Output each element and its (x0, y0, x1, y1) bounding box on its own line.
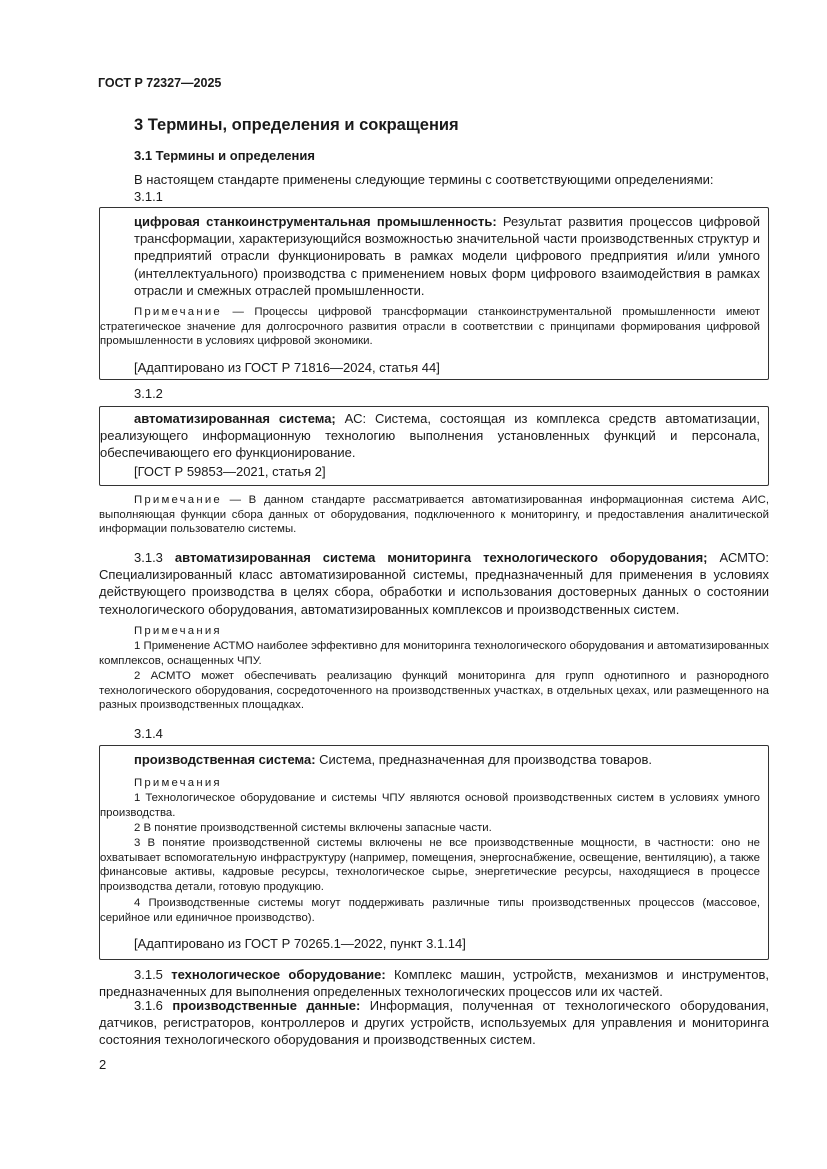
term-note-3-1-1 (100, 305, 760, 349)
term-text-3-1-3: АСМТО: Специализированный класс автоматизированной системы, предназначенный для применения в условиях действующего производства в целях сбора, обработки и использования достоверных данных о состоянии технологического оборудования, автоматизированных комплексов и производственных систем. (99, 550, 769, 617)
note-text: — В данном стандарте рассматривается автоматизированная информационная система АИС, выполняющая функции сбора данных от оборудования, подключенного к мониторингу, и предоставления аналитической информации пользователю системы. (99, 494, 769, 536)
term-definition-3-1-5 (99, 966, 769, 1000)
term-box-3-1-1 (99, 207, 769, 380)
note-3-3-1-4: 3 В понятие производственной системы включены не все производственные мощности, в частности: оно не охватывает вспомогательную инфраструктуру (например, помещения, энергоснабжение, освещение, вентиляцию), а также финансовые активы, кадровые ресурсы, технологическое сырье, энергетические ресурсы, находящиеся в процессе производства детали, готовую продукцию. (100, 837, 760, 893)
note-label: Примечание (134, 306, 222, 318)
note-4-3-1-4: 4 Производственные системы могут поддерживать различные типы производственных процессов (массовое, серийное или единичное производство). (100, 897, 760, 924)
term-definition-3-1-6 (99, 997, 769, 1049)
note-2-3-1-3: 2 АСМТО может обеспечивать реализацию функций мониторинга для групп однотипного и разнородного технологического оборудования, сосредоточенного на производственных участках, в отдельных цехах, или размещенного на разных производственных площадках. (99, 670, 769, 712)
note-1-3-1-3: 1 Применение АСТМО наиболее эффективно для мониторинга технологического оборудования и автоматизированных комплексов, оснащенных ЧПУ. (99, 640, 769, 667)
notes-label-3-1-3: Примечания (134, 625, 222, 637)
intro-text: В настоящем стандарте применены следующие термины с соответствующими определениями: (134, 172, 714, 187)
term-definition-3-1-4 (134, 751, 760, 768)
term-text-3-1-5: Комплекс машин, устройств, механизмов и инструментов, предназначенных для выполнения определенных технологических процессов или их частей. (99, 967, 769, 1000)
term-number-3-1-3: 3.1.3 (134, 550, 163, 565)
section-title: 3 Термины, определения и сокращения (134, 116, 459, 134)
term-name-3-1-2: автоматизированная система; (134, 411, 336, 426)
term-note-3-1-2 (99, 493, 769, 537)
term-number-3-1-4: 3.1.4 (134, 726, 163, 741)
document-header: ГОСТ Р 72327—2025 (98, 76, 222, 90)
term-text-3-1-1: Результат развития процессов цифровой трансформации, характеризующийся возможностью значительной части производственных структур и предприятий отрасли функционировать в рамках модели цифрового предприятия и/или умного (интеллектуального) производства с применением новых форм цифрового взаимодействия в рамках отрасли и смежных отраслей промышленности. (134, 214, 760, 298)
note-1-3-1-4: 1 Технологическое оборудование и системы ЧПУ являются основой производственных систем в условиях умного производства. (100, 792, 760, 819)
subsection-title: 3.1 Термины и определения (134, 148, 315, 163)
term-text-3-1-6: Информация, полученная от технологического оборудования, датчиков, регистраторов, контроллеров и других устройств, используемых для управления и мониторинга состояния технологического оборудования и производственных систем. (99, 998, 770, 1048)
term-definition-3-1-2 (100, 410, 760, 462)
term-name-3-1-1: цифровая станкоинструментальная промышленность: (134, 214, 497, 229)
term-box-3-1-2 (99, 406, 769, 486)
term-text-3-1-2: АС: Система, состоящая из комплекса средств автоматизации, реализующего информационную технологию выполнения установленных функций и персонала, обеспечивающего его функционирование. (100, 411, 760, 461)
term-name-3-1-4: производственная система: (134, 752, 316, 767)
term-name-3-1-6: производственные данные: (172, 998, 361, 1013)
term-source-3-1-4: [Адаптировано из ГОСТ Р 70265.1—2022, пункт 3.1.14] (134, 936, 466, 951)
note-text: — Процессы цифровой трансформации станкоинструментальной промышленности имеют стратегическое значение для долгосрочного развития отрасли в соответствии с принципами формирования цифровой промышленности в условиях цифровой экономики. (100, 306, 760, 348)
term-name-3-1-5: технологическое оборудование: (171, 967, 386, 982)
term-number-3-1-2: 3.1.2 (134, 386, 163, 401)
term-definition-3-1-3 (99, 549, 769, 618)
notes-label-3-1-4: Примечания (134, 777, 222, 789)
term-definition-3-1-1 (134, 213, 760, 299)
term-box-3-1-4 (99, 745, 769, 960)
term-number-3-1-5: 3.1.5 (134, 967, 163, 982)
term-source-3-1-1: [Адаптировано из ГОСТ Р 71816—2024, статья 44] (134, 360, 440, 375)
term-name-3-1-3: автоматизированная система мониторинга технологического оборудования; (174, 550, 708, 565)
term-number-3-1-6: 3.1.6 (134, 998, 163, 1013)
term-text-3-1-4: Система, предназначенная для производства товаров. (315, 752, 653, 767)
note-label: Примечание (134, 494, 222, 506)
note-2-3-1-4: 2 В понятие производственной системы включены запасные части. (134, 822, 492, 834)
term-source-3-1-2: [ГОСТ Р 59853—2021, статья 2] (134, 464, 326, 479)
term-number-3-1-1: 3.1.1 (134, 189, 163, 204)
page-number: 2 (99, 1057, 107, 1072)
